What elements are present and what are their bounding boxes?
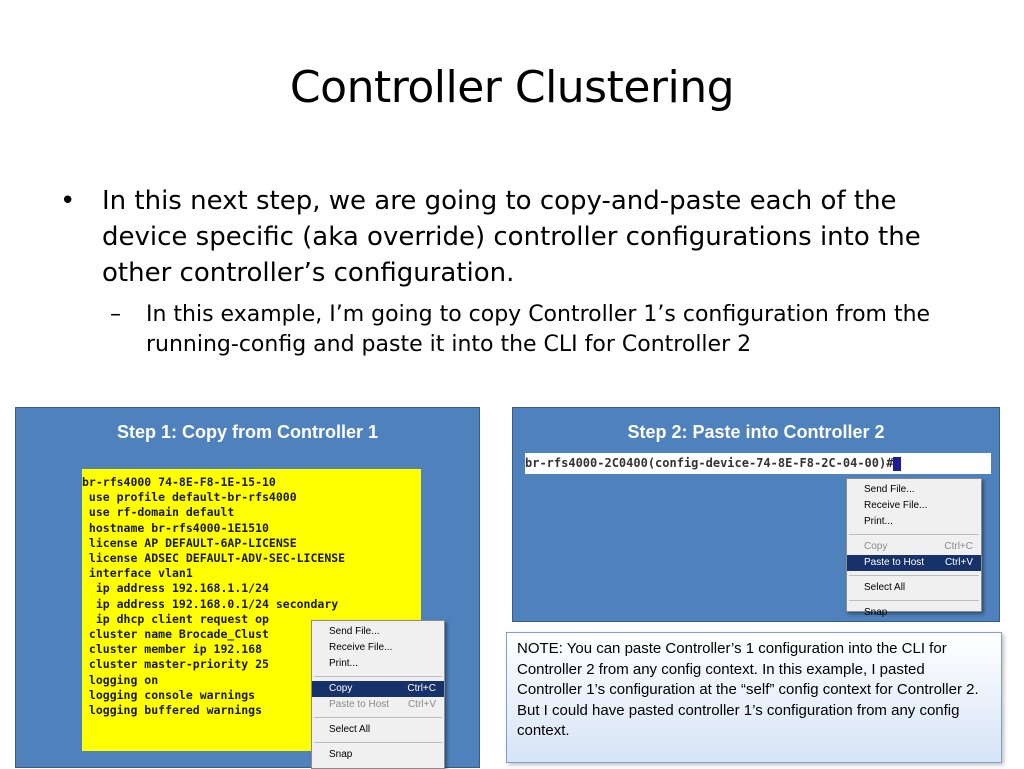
menu1-copy-label: Copy [329,683,353,694]
menu1-separator [314,717,442,718]
context-menu-2 [846,478,982,618]
menu1-separator [314,676,442,677]
sub-bullet-text: In this example, I’m going to copy Controller 1’s configuration from the running-config and paste it into the CLI for Controller 2 [146,302,931,357]
menu2-receive-file[interactable] [847,498,981,514]
sub-bullet-symbol: – [110,302,121,327]
menu1-send-file[interactable] [312,624,444,640]
menu1-select-all-label: Select All [329,724,371,735]
menu2-paste-label: Paste to Host [864,557,925,568]
text-cursor-icon [893,457,901,471]
menu2-select-all-label: Select All [864,582,906,593]
menu2-send-file-label: Send File... [864,484,915,495]
menu1-receive-file-label: Receive File... [329,642,393,653]
menu2-send-file[interactable] [847,482,981,498]
bullet-symbol: • [60,186,76,216]
menu1-separator [314,742,442,743]
menu1-copy-shortcut: Ctrl+C [407,683,436,694]
menu1-paste-label: Paste to Host [329,699,390,710]
running-config-text[interactable]: br-rfs4000 74-8E-F8-1E-15-10 use profile default-br-rfs4000 use rf-domain default hostname br-rfs4000-1E1510 license AP DEFAULT-6AP-LICENSE license ADSEC DEFAULT-ADV-SEC-LICENSE interface vlan1 ip address 192.168.1.1/24 ip address 192.168.0.1/24 secondary ip dhcp client request op cluster name Brocade_Clust cluster member ip 192.168 cluster master-priority 25 logging on logging console warnings logging buffered warnings [82,469,421,751]
cli-line[interactable] [525,453,991,474]
cli-prompt: br-rfs4000-2C0400(config-device-74-8E-F8-2C-04-00)# [525,456,894,470]
menu2-copy[interactable] [847,539,981,555]
menu1-snap-label: Snap [329,749,353,760]
menu1-paste-shortcut: Ctrl+V [407,699,436,710]
menu2-print-label: Print... [864,516,893,527]
menu2-paste-to-host[interactable] [847,555,981,571]
slide-title: Controller Clustering [289,62,735,113]
menu2-receive-file-label: Receive File... [864,500,928,511]
step1-panel [15,407,480,768]
main-bullet-text: In this next step, we are going to copy-and-paste each of the device specific (aka override) controller configurations into the other controller’s configuration. [102,186,921,288]
menu2-separator [849,600,979,601]
menu2-snap-label: Snap [864,607,888,618]
menu2-separator [849,575,979,576]
menu1-print[interactable] [312,656,444,672]
step1-title: Step 1: Copy from Controller 1 [116,422,379,442]
note-callout: NOTE: You can paste Controller’s 1 configuration into the CLI for Controller 2 from any config context. In this example, I pasted Controller 1’s configuration at the “self” config context for Controller 2. But I could have pasted controller 1’s configuration from any config context. [506,632,1002,763]
menu2-copy-label: Copy [864,541,888,552]
menu1-send-file-label: Send File... [329,626,380,637]
menu1-select-all[interactable] [312,722,444,738]
menu1-copy[interactable] [312,681,444,697]
menu1-receive-file[interactable] [312,640,444,656]
menu2-select-all[interactable] [847,580,981,596]
menu2-separator [849,534,979,535]
menu2-paste-shortcut: Ctrl+V [944,557,973,568]
menu2-copy-shortcut: Ctrl+C [944,541,973,552]
context-menu-1 [311,620,445,769]
menu1-print-label: Print... [329,658,358,669]
step2-panel [512,407,1000,622]
menu1-paste-to-host[interactable] [312,697,444,713]
step2-title: Step 2: Paste into Controller 2 [627,422,885,442]
menu2-print[interactable] [847,514,981,530]
menu1-snap[interactable] [312,747,444,763]
menu2-snap[interactable] [847,605,981,621]
